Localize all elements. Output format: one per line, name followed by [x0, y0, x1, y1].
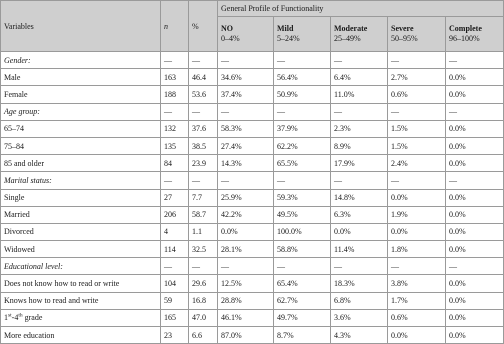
table-cell: —	[274, 52, 331, 69]
level-header-no: NO 0–4%	[218, 17, 274, 52]
table-cell: 0.0%	[446, 137, 504, 154]
table-cell: —	[189, 172, 218, 189]
level-header-mild: Mild 5–24%	[274, 17, 331, 52]
table-cell: 11.4%	[331, 241, 388, 258]
table-cell: 0.6%	[388, 309, 446, 326]
row-label: Female	[1, 86, 161, 103]
table-cell: 2.3%	[331, 120, 388, 137]
row-label: 65–74	[1, 120, 161, 137]
table-cell: 56.4%	[274, 69, 331, 86]
table-cell: —	[218, 52, 274, 69]
table-cell: 53.6	[189, 86, 218, 103]
table-cell: —	[446, 103, 504, 120]
table-cell: 16.8	[189, 292, 218, 309]
percent-column-header: %	[189, 1, 218, 52]
table-cell: 17.9%	[331, 155, 388, 172]
table-cell: 1.7%	[388, 292, 446, 309]
table-cell: 0.0%	[446, 206, 504, 223]
table-cell: 7.7	[189, 189, 218, 206]
table-cell: 4	[161, 223, 189, 240]
table-cell: 1.5%	[388, 120, 446, 137]
table-cell: 46.4	[189, 69, 218, 86]
table-body	[1, 52, 504, 344]
table-cell: 3.6%	[331, 309, 388, 326]
level-header-severe: Severe 50–95%	[388, 17, 446, 52]
table-cell: 0.0%	[446, 241, 504, 258]
table-row	[1, 137, 504, 154]
table-cell: 27.4%	[218, 137, 274, 154]
table-cell: —	[161, 172, 189, 189]
table-cell: 11.0%	[331, 86, 388, 103]
table-cell: 14.8%	[331, 189, 388, 206]
table-cell: —	[388, 52, 446, 69]
section-label: Gender:	[1, 52, 161, 69]
table-cell: 104	[161, 275, 189, 292]
functionality-group-header: General Profile of Functionality	[218, 1, 504, 17]
table-cell: 0.0%	[446, 275, 504, 292]
table-cell: 37.9%	[274, 120, 331, 137]
table-cell: 6.6	[189, 327, 218, 344]
table-row	[1, 120, 504, 137]
table-cell: 62.2%	[274, 137, 331, 154]
table-cell: 0.0%	[218, 223, 274, 240]
row-label: 85 and older	[1, 155, 161, 172]
table-cell: 32.5	[189, 241, 218, 258]
table-row	[1, 189, 504, 206]
table-cell: —	[331, 52, 388, 69]
n-column-header: n	[161, 1, 189, 52]
table-cell: —	[331, 172, 388, 189]
row-label: Does not know how to read or write	[1, 275, 161, 292]
level-header-complete: Complete 96–100%	[446, 17, 504, 52]
table-cell: 50.9%	[274, 86, 331, 103]
table-cell: 6.8%	[331, 292, 388, 309]
table-cell: 163	[161, 69, 189, 86]
table-cell: 0.0%	[446, 309, 504, 326]
table-cell: 132	[161, 120, 189, 137]
table-cell: 1.8%	[388, 241, 446, 258]
table-row	[1, 292, 504, 309]
table-cell: 28.1%	[218, 241, 274, 258]
table-cell: 42.2%	[218, 206, 274, 223]
table-cell: —	[189, 52, 218, 69]
table-cell: 0.0%	[388, 327, 446, 344]
table-cell: 6.3%	[331, 206, 388, 223]
section-label: Marital status:	[1, 172, 161, 189]
table-cell: 28.8%	[218, 292, 274, 309]
table-cell: 6.4%	[331, 69, 388, 86]
table-cell: 206	[161, 206, 189, 223]
table-cell: 188	[161, 86, 189, 103]
table-cell: 23	[161, 327, 189, 344]
table-cell: 12.5%	[218, 275, 274, 292]
table-cell: 47.0	[189, 309, 218, 326]
row-label: Single	[1, 189, 161, 206]
section-row	[1, 172, 504, 189]
table-row	[1, 309, 504, 326]
table-cell: 38.5	[189, 137, 218, 154]
table-cell: 59.3%	[274, 189, 331, 206]
section-label: Educational level:	[1, 258, 161, 275]
table-cell: 100.0%	[274, 223, 331, 240]
table-cell: 3.8%	[388, 275, 446, 292]
table-cell: 58.7	[189, 206, 218, 223]
table-cell: 1.9%	[388, 206, 446, 223]
table-cell: 0.0%	[446, 292, 504, 309]
table-row	[1, 206, 504, 223]
table-cell: 62.7%	[274, 292, 331, 309]
table-cell: 58.8%	[274, 241, 331, 258]
table-cell: 1.1	[189, 223, 218, 240]
table-cell: 0.0%	[446, 223, 504, 240]
table-cell: 0.0%	[388, 189, 446, 206]
variables-column-header: Variables	[1, 1, 161, 52]
table-cell: —	[189, 258, 218, 275]
table-cell: 0.0%	[388, 223, 446, 240]
table-cell: —	[446, 172, 504, 189]
section-row	[1, 103, 504, 120]
table-cell: 2.7%	[388, 69, 446, 86]
table-cell: 0.0%	[446, 155, 504, 172]
row-label: More education	[1, 327, 161, 344]
table-cell: —	[161, 103, 189, 120]
table-cell: —	[218, 172, 274, 189]
table-cell: 59	[161, 292, 189, 309]
table-cell: 18.3%	[331, 275, 388, 292]
table-cell: 87.0%	[218, 327, 274, 344]
table-cell: 27	[161, 189, 189, 206]
table-cell: 58.3%	[218, 120, 274, 137]
table-header	[1, 1, 504, 52]
table-cell: —	[274, 258, 331, 275]
level-header-moderate: Moderate 25–49%	[331, 17, 388, 52]
row-label: Divorced	[1, 223, 161, 240]
table-cell: —	[218, 258, 274, 275]
table-cell: —	[388, 172, 446, 189]
table-cell: 1.5%	[388, 137, 446, 154]
table-row	[1, 241, 504, 258]
table-cell: 0.6%	[388, 86, 446, 103]
table-cell: 23.9	[189, 155, 218, 172]
table-cell: 8.9%	[331, 137, 388, 154]
table-cell: —	[161, 258, 189, 275]
table-cell: 0.0%	[446, 327, 504, 344]
table-cell: 29.6	[189, 275, 218, 292]
table-cell: 165	[161, 309, 189, 326]
table-row	[1, 69, 504, 86]
table-cell: —	[331, 258, 388, 275]
table-cell: 46.1%	[218, 309, 274, 326]
row-label: Male	[1, 69, 161, 86]
table-cell: —	[189, 103, 218, 120]
table-cell: —	[388, 258, 446, 275]
table-cell: 49.5%	[274, 206, 331, 223]
section-row	[1, 52, 504, 69]
table-cell: —	[388, 103, 446, 120]
row-label: 1st-4th grade	[1, 309, 161, 326]
row-label: Knows how to read and write	[1, 292, 161, 309]
table-row	[1, 223, 504, 240]
table-cell: —	[274, 172, 331, 189]
table-cell: 4.3%	[331, 327, 388, 344]
table-cell: 34.6%	[218, 69, 274, 86]
row-label: Widowed	[1, 241, 161, 258]
table-cell: —	[274, 103, 331, 120]
table-cell: 135	[161, 137, 189, 154]
table-cell: 49.7%	[274, 309, 331, 326]
table-row	[1, 275, 504, 292]
table-cell: 114	[161, 241, 189, 258]
table-cell: 0.0%	[446, 120, 504, 137]
table-cell: 2.4%	[388, 155, 446, 172]
table-cell: 65.5%	[274, 155, 331, 172]
table-row	[1, 155, 504, 172]
section-row	[1, 258, 504, 275]
table-cell: 8.7%	[274, 327, 331, 344]
table-cell: —	[446, 258, 504, 275]
row-label: Married	[1, 206, 161, 223]
table-cell: —	[218, 103, 274, 120]
row-label: 75–84	[1, 137, 161, 154]
table-cell: 37.6	[189, 120, 218, 137]
table-row	[1, 86, 504, 103]
table-cell: 37.4%	[218, 86, 274, 103]
table-cell: 0.0%	[446, 189, 504, 206]
table-cell: —	[446, 52, 504, 69]
table-cell: —	[161, 52, 189, 69]
table-cell: 0.0%	[446, 69, 504, 86]
table-cell: 0.0%	[331, 223, 388, 240]
table-cell: 0.0%	[446, 86, 504, 103]
table-cell: 25.9%	[218, 189, 274, 206]
table-cell: 84	[161, 155, 189, 172]
table-cell: 65.4%	[274, 275, 331, 292]
table-cell: 14.3%	[218, 155, 274, 172]
section-label: Age group:	[1, 103, 161, 120]
table-cell: —	[331, 103, 388, 120]
table-row	[1, 327, 504, 344]
